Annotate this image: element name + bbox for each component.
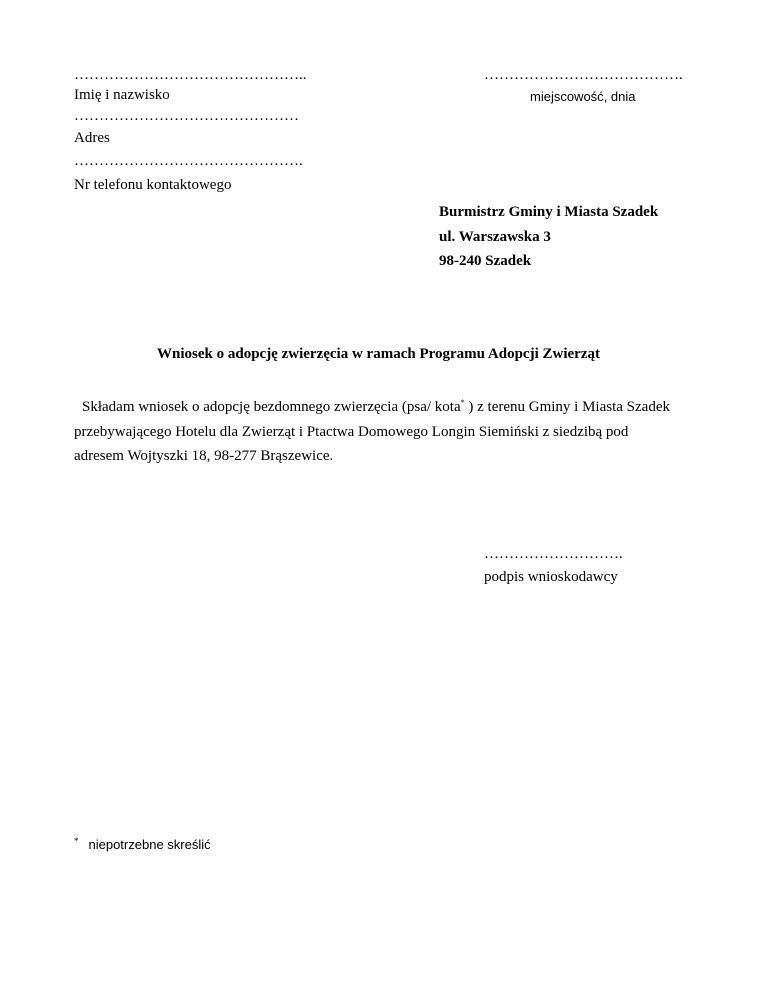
body-line-3: adresem Wojtyszki 18, 98-277 Brąszewice. — [74, 448, 334, 464]
footnote-text: niepotrzebne skreślić — [88, 837, 211, 852]
name-dots: ……………………………………….. — [74, 67, 307, 83]
body-line-1-text-a: Składam wniosek o adopcję bezdomnego zwierzęcia (psa/ kota — [82, 399, 461, 415]
document-title: Wniosek o adopcję zwierzęcia w ramach Programu Adopcji Zwierząt — [157, 346, 600, 362]
phone-dots: ………………………………………. — [74, 153, 303, 169]
signature-label: podpis wnioskodawcy — [484, 569, 618, 585]
footnote-mark: * — [74, 836, 79, 846]
recipient-line-1: Burmistrz Gminy i Miasta Szadek — [439, 204, 659, 220]
place-date-label: miejscowość, dnia — [530, 89, 636, 104]
body-line-1 — [82, 398, 670, 416]
place-date-dots: …………………………………. — [484, 67, 683, 83]
body-line-1-text-b: ) z terenu Gminy i Miasta Szadek — [464, 399, 670, 415]
footnote-ref-mark: * — [460, 398, 465, 407]
address-dots: ……………………………………… — [74, 108, 299, 124]
body-line-2: przebywającego Hotelu dla Zwierząt i Ptactwa Domowego Longin Siemiński z siedzibą pod — [74, 424, 629, 440]
phone-label: Nr telefonu kontaktowego — [74, 177, 232, 193]
address-label: Adres — [74, 130, 110, 146]
recipient-line-2: ul. Warszawska 3 — [439, 229, 551, 245]
recipient-line-3: 98-240 Szadek — [439, 253, 532, 269]
name-label: Imię i nazwisko — [74, 87, 170, 103]
signature-dots: ………………………. — [484, 546, 623, 562]
footnote — [74, 836, 211, 854]
